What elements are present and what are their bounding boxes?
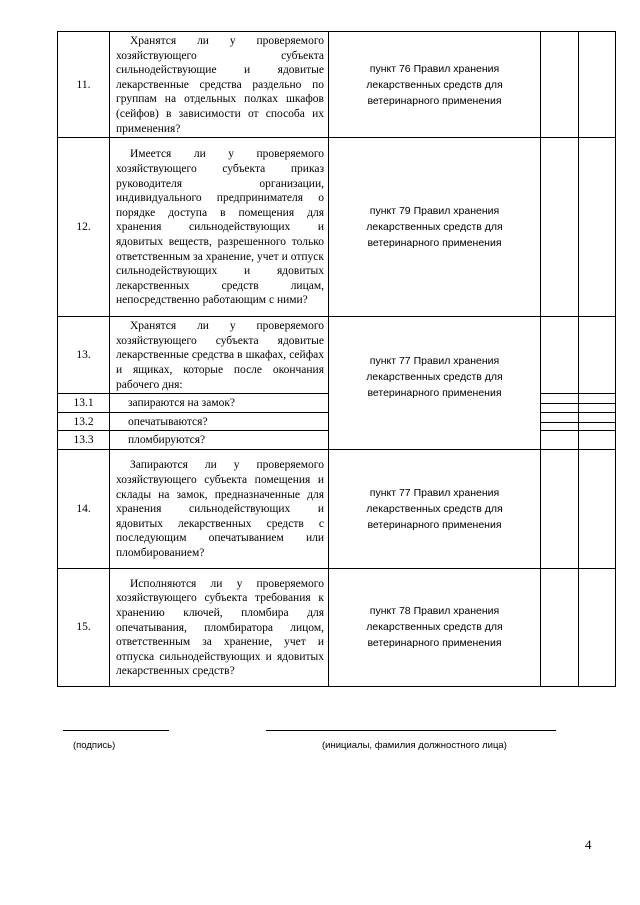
row-number: 13.1 [58, 394, 110, 413]
table-row [58, 32, 616, 138]
table-row [58, 317, 616, 394]
question-cell [110, 32, 329, 138]
reference-cell: пункт 76 Правил хранения лекарственных средств для ветеринарного применения [329, 32, 541, 138]
name-line [266, 730, 556, 731]
question-cell [110, 431, 329, 450]
question-text: Запираются ли у проверяемого хозяйствующего субъекта помещения и склады на замок, предназначенные для хранения сильнодействующих и ядовитых лекарственных средств с последующим опечатыванием или пломбированием? [116, 459, 324, 559]
answer-cell [579, 394, 616, 413]
answer-cell [541, 32, 579, 138]
question-text: опечатываются? [128, 415, 208, 428]
question-text: Имеется ли у проверяемого хозяйствующего субъекта приказ руководителя организации, индивидуального предпринимателя о порядке доступа в помещения для хранения сильнодействующих и ядовитых веществ, разрешенного только ответственным за хранение, учет и отпуск сильнодействующих и ядовитых лекарственных средств лицам, непосредственно работающим с ними? [116, 148, 324, 307]
question-text: запираются на замок? [128, 397, 236, 410]
row-number: 14. [58, 449, 110, 568]
answer-cell [541, 449, 579, 568]
reference-cell: пункт 79 Правил хранения лекарственных средств для ветеринарного применения [329, 138, 541, 317]
question-cell [110, 412, 329, 431]
reference-cell: пункт 77 Правил хранения лекарственных средств для ветеринарного применения [329, 449, 541, 568]
checklist-table [57, 31, 616, 687]
row-number: 13.2 [58, 412, 110, 431]
answer-cell [579, 568, 616, 686]
page-number: 4 [585, 837, 592, 852]
question-cell [110, 317, 329, 394]
table-row [58, 138, 616, 317]
answer-cell [579, 412, 616, 431]
question-cell [110, 568, 329, 686]
question-text: Хранятся ли у проверяемого хозяйствующего субъекта ядовитые лекарственные средства в шкафах, сейфах и ящиках, которые после окончания рабочего дня: [116, 320, 324, 391]
answer-cell [579, 138, 616, 317]
row-number: 13.3 [58, 431, 110, 450]
question-text: Исполняются ли у проверяемого хозяйствующего субъекта требования к хранению ключей, пломбира для опечатывания, пломбиратора лицом, ответственным за хранение, учет и отпуска сильнодействующих и ядовитых лекарственных средств? [116, 577, 324, 678]
answer-cell [541, 138, 579, 317]
answer-cell [541, 412, 579, 431]
answer-cell [579, 431, 616, 450]
table-row [58, 449, 616, 568]
question-text: пломбируются? [128, 434, 206, 447]
question-text: Хранятся ли у проверяемого хозяйствующего субъекта сильнодействующие и ядовитые лекарственные средства раздельно по группам на отдельных полках шкафов (сейфов) в зависимости от способа их применения? [116, 35, 324, 135]
row-number: 15. [58, 568, 110, 686]
question-cell [110, 138, 329, 317]
answer-cell [579, 32, 616, 138]
table-row [58, 568, 616, 686]
answer-cell [541, 568, 579, 686]
answer-cell [541, 394, 579, 413]
row-number: 13. [58, 317, 110, 394]
question-cell [110, 394, 329, 413]
reference-cell: пункт 78 Правил хранения лекарственных средств для ветеринарного применения [329, 568, 541, 686]
answer-cell [541, 431, 579, 450]
row-number: 11. [58, 32, 110, 138]
answer-cell [579, 449, 616, 568]
reference-cell: пункт 77 Правил хранения лекарственных средств для ветеринарного применения [329, 317, 541, 450]
answer-cell [541, 317, 579, 394]
name-label: (инициалы, фамилия должностного лица) [322, 740, 507, 751]
signature-line [63, 730, 169, 731]
row-number: 12. [58, 138, 110, 317]
answer-cell [579, 317, 616, 394]
signature-label: (подпись) [73, 740, 116, 751]
question-cell [110, 449, 329, 568]
